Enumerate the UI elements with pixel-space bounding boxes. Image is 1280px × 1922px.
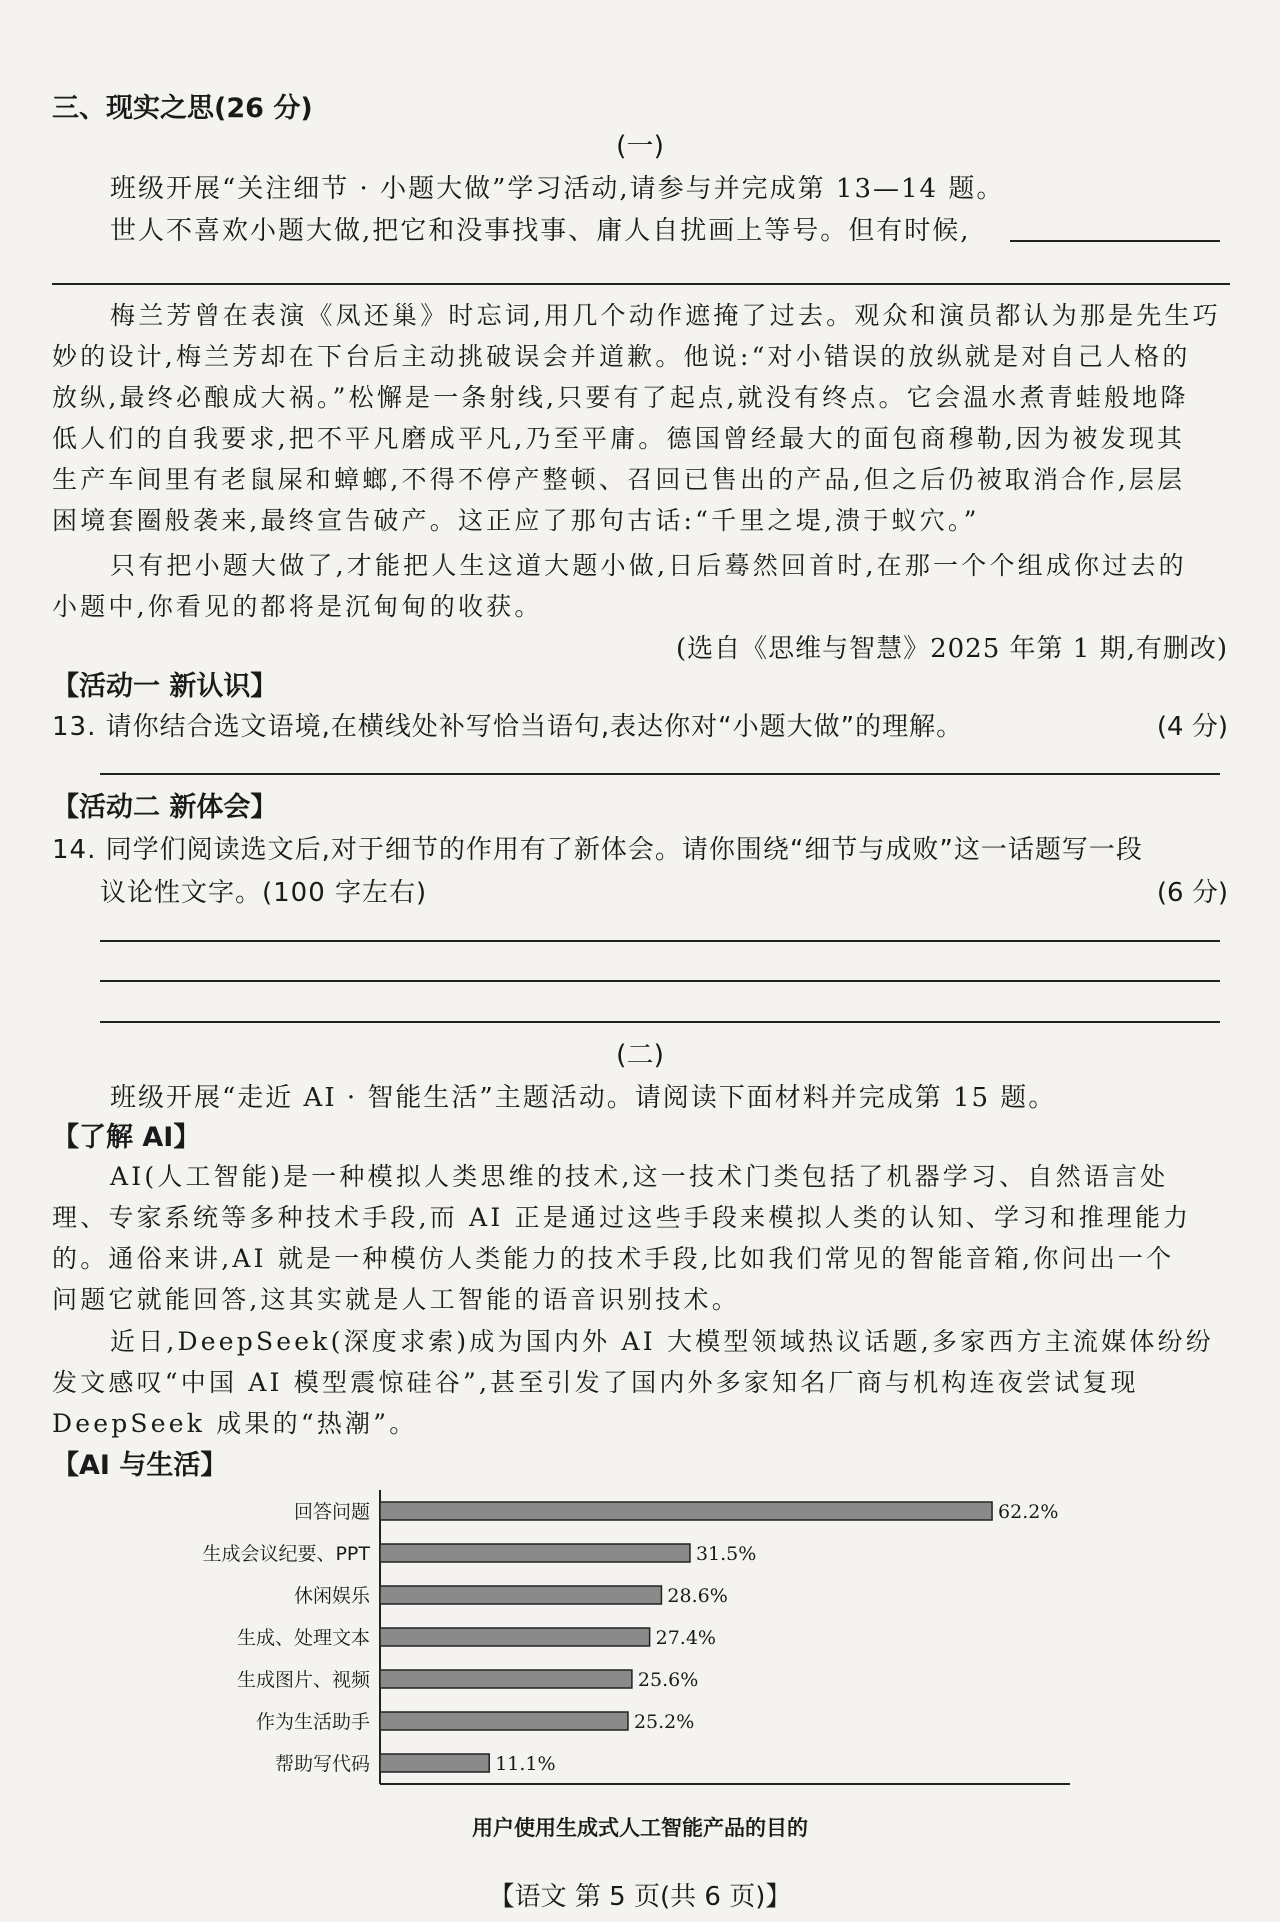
know-ai-title: 【了解 AI】 <box>52 1122 201 1153</box>
answer-line-14[interactable] <box>100 980 1220 982</box>
activity2-title: 【活动二 新体会】 <box>52 792 278 823</box>
bar <box>380 1712 628 1730</box>
question-14-score: (6 分) <box>1156 878 1228 908</box>
answer-line-14[interactable] <box>100 940 1220 942</box>
bar-value-label: 27.4% <box>655 1627 716 1649</box>
essay-paragraph-line: 低人们的自我要求,把不平凡磨成平凡,乃至平庸。德国曾经最大的面包商穆勒,因为被发现其 <box>52 424 1186 453</box>
bar-category-label: 生成会议纪要、PPT <box>202 1543 370 1565</box>
bar-value-label: 31.5% <box>695 1543 757 1565</box>
question-13-score: (4 分) <box>1156 712 1228 742</box>
bar-category-label: 作为生活助手 <box>255 1711 370 1733</box>
activity1-title: 【活动一 新认识】 <box>52 671 278 702</box>
bar-category-label: 生成图片、视频 <box>236 1669 370 1691</box>
bar <box>380 1544 690 1562</box>
ai-paragraph-line: 近日,DeepSeek(深度求索)成为国内外 AI 大模型领域热议话题,多家西方主流媒体纷纷 <box>110 1327 1214 1356</box>
bar-value-label: 11.1% <box>495 1753 556 1775</box>
essay-paragraph-line: 放纵,最终必酿成大祸。”松懈是一条射线,只要有了起点,就没有终点。它会温水煮青蛙般地降 <box>52 383 1189 412</box>
part1-number: (一) <box>615 131 665 162</box>
ai-paragraph-line: 发文感叹“中国 AI 模型震惊硅谷”,甚至引发了国内外多家知名厂商与机构连夜尝试复现 <box>52 1368 1139 1397</box>
bar <box>380 1670 632 1688</box>
essay-paragraph-line: 生产车间里有老鼠屎和蟑螂,不得不停产整顿、召回已售出的产品,但之后仍被取消合作,层层 <box>52 465 1186 494</box>
ai-paragraph-line: DeepSeek 成果的“热潮”。 <box>52 1409 418 1438</box>
bar <box>380 1754 489 1772</box>
bar <box>380 1586 661 1604</box>
question-14: 14. 同学们阅读选文后,对于细节的作用有了新体会。请你围绕“细节与成败”这一话题写一段 <box>52 835 1143 865</box>
ai-paragraph-line: AI(人工智能)是一种模拟人类思维的技术,这一技术门类包括了机器学习、自然语言处 <box>110 1162 1169 1191</box>
ai-paragraph-line: 问题它就能回答,这其实就是人工智能的语音识别技术。 <box>52 1285 740 1314</box>
bar-value-label: 28.6% <box>667 1585 728 1607</box>
ai-paragraph-line: 的。通俗来讲,AI 就是一种模仿人类能力的技术手段,比如我们常见的智能音箱,你问出一个 <box>52 1244 1175 1273</box>
bar-value-label: 62.2% <box>998 1501 1059 1523</box>
part1-intro: 班级开展“关注细节 · 小题大做”学习活动,请参与并完成第 13—14 题。 <box>110 174 1005 204</box>
answer-line-13[interactable] <box>100 773 1220 775</box>
bar-value-label: 25.6% <box>637 1669 699 1691</box>
essay-paragraph-line: 妙的设计,梅兰芳却在下台后主动挑破误会并道歉。他说:“对小错误的放纵就是对自己人格的 <box>52 342 1191 371</box>
part2-number: (二) <box>615 1040 665 1071</box>
section-title: 三、现实之思(26 分) <box>52 93 313 124</box>
bar-category-label: 生成、处理文本 <box>236 1627 370 1649</box>
bar-category-label: 休闲娱乐 <box>293 1585 370 1607</box>
essay-paragraph-line: 小题中,你看见的都将是沉甸甸的收获。 <box>52 592 543 621</box>
fill-blank-line[interactable] <box>1010 240 1220 242</box>
part2-intro: 班级开展“走近 AI · 智能生活”主题活动。请阅读下面材料并完成第 15 题。 <box>110 1083 1057 1113</box>
essay-source: (选自《思维与智慧》2025 年第 1 期,有删改) <box>675 634 1228 664</box>
bar-category-label: 回答问题 <box>293 1501 370 1523</box>
answer-line-14[interactable] <box>100 1021 1220 1023</box>
chart-title: 用户使用生成式人工智能产品的目的 <box>472 1816 808 1840</box>
ai-life-title: 【AI 与生活】 <box>52 1450 228 1481</box>
bar <box>380 1502 992 1520</box>
page-footer: 【语文 第 5 页(共 6 页)】 <box>488 1882 792 1912</box>
bar <box>380 1628 650 1646</box>
usage-purpose-bar-chart <box>0 1480 1280 1820</box>
essay-paragraph-line: 困境套圈般袭来,最终宣告破产。这正应了那句古话:“千里之堤,溃于蚁穴。” <box>52 506 980 535</box>
question-14-continued: 议论性文字。(100 字左右) <box>100 878 428 908</box>
question-13: 13. 请你结合选文语境,在横线处补写恰当语句,表达你对“小题大做”的理解。 <box>52 712 964 742</box>
fill-blank-line[interactable] <box>52 283 1230 285</box>
essay-first-line: 世人不喜欢小题大做,把它和没事找事、庸人自扰画上等号。但有时候, <box>110 216 971 246</box>
essay-paragraph-line: 只有把小题大做了,才能把人生这道大题小做,日后蓦然回首时,在那一个个组成你过去的 <box>110 551 1187 580</box>
essay-paragraph-line: 梅兰芳曾在表演《凤还巢》时忘词,用几个动作遮掩了过去。观众和演员都认为那是先生巧 <box>110 301 1221 330</box>
bar-value-label: 25.2% <box>633 1711 695 1733</box>
bar-category-label: 帮助写代码 <box>274 1753 370 1775</box>
ai-paragraph-line: 理、专家系统等多种技术手段,而 AI 正是通过这些手段来模拟人类的认知、学习和推理能力 <box>52 1203 1192 1232</box>
